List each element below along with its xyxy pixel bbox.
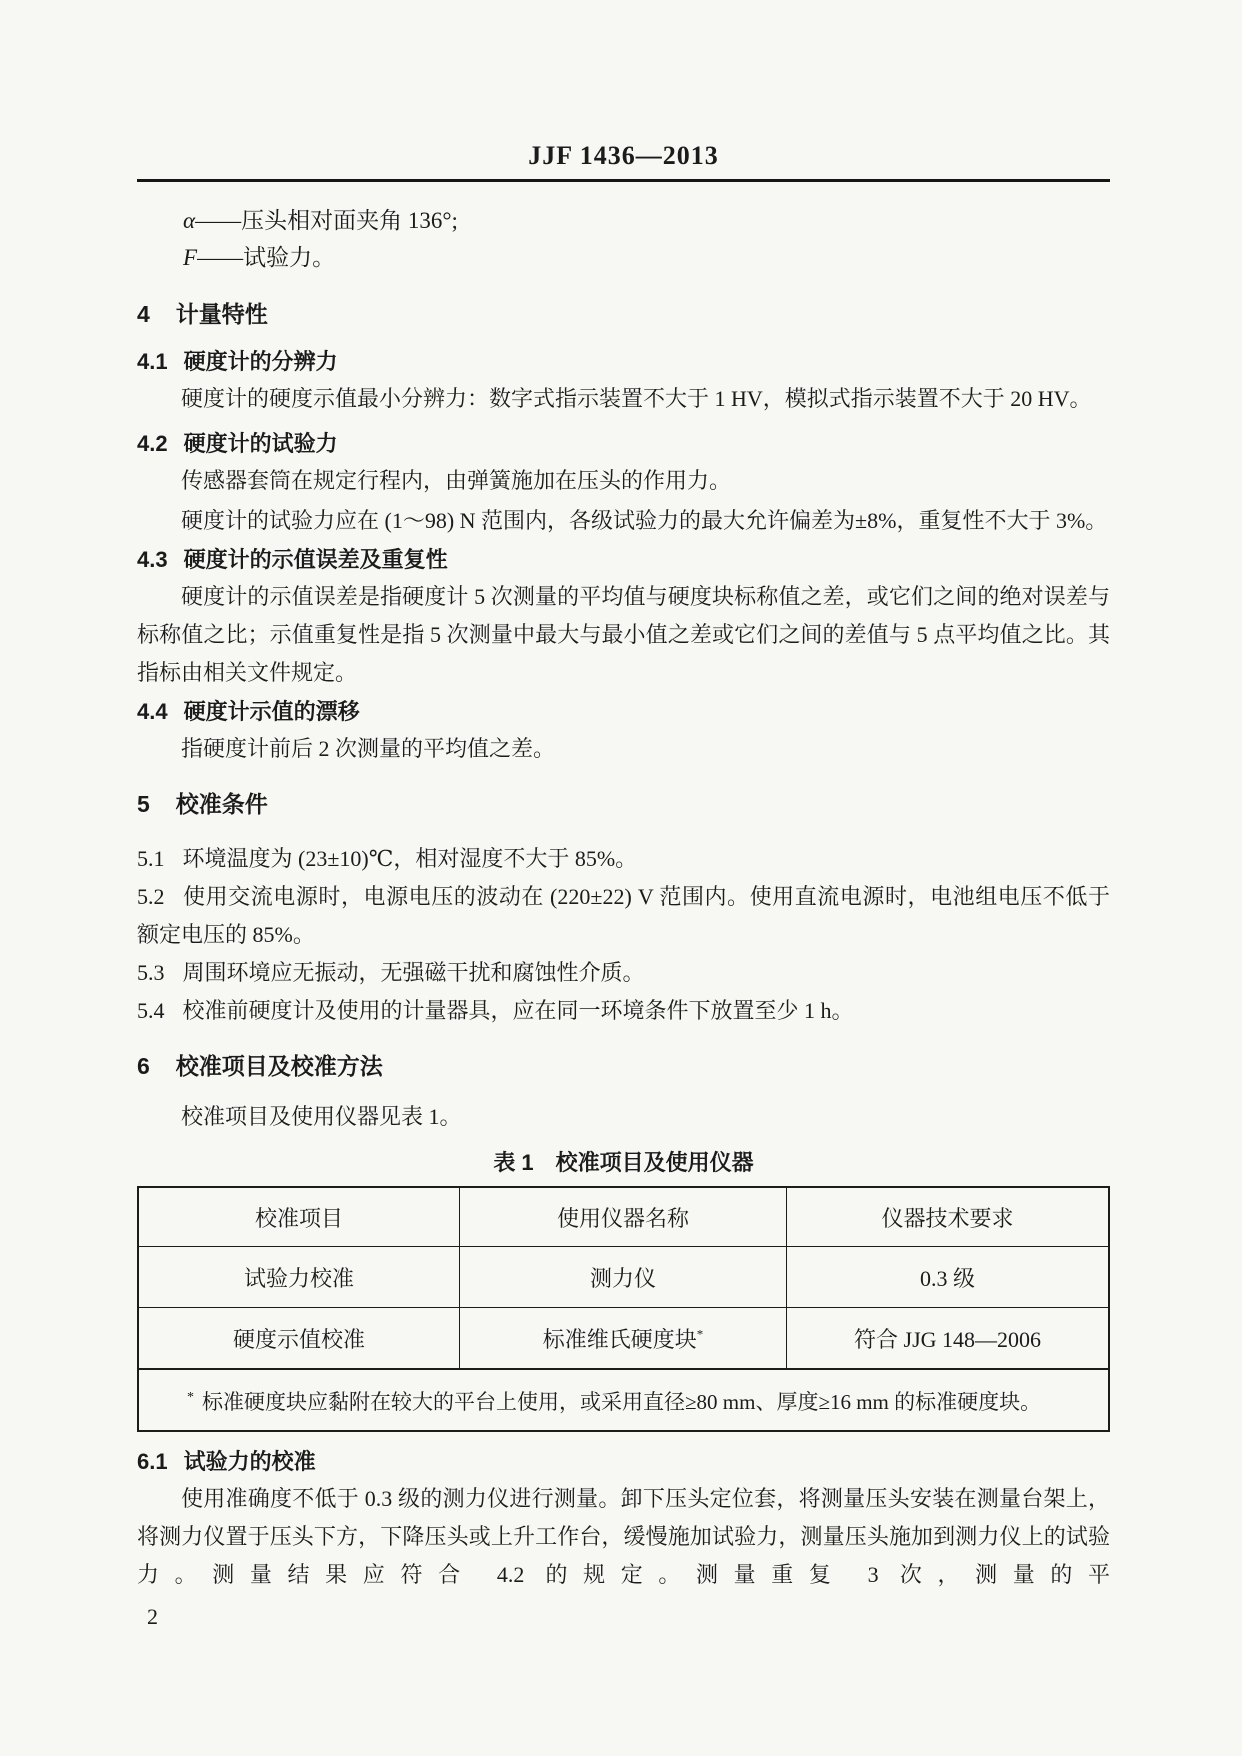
clause-5-2-number: 5.2 [137, 884, 165, 909]
clause-5-1-number: 5.1 [137, 846, 165, 871]
page-number: 2 [147, 1604, 158, 1629]
table-row [138, 1308, 1109, 1370]
section-4-heading [137, 298, 1110, 330]
section-5-title: 校准条件 [175, 791, 268, 817]
section-6-heading [137, 1050, 1110, 1082]
header-rule [137, 179, 1110, 182]
table-cell [459, 1308, 786, 1370]
section-5-number: 5 [137, 791, 150, 817]
section-4-2-number: 4.2 [137, 431, 168, 456]
table-cell-text: 标准维氏硬度块 [542, 1326, 697, 1352]
clause-5-4-number: 5.4 [137, 998, 165, 1023]
table-footnote-row [138, 1369, 1109, 1431]
section-5-heading [137, 788, 1110, 820]
section-4-2-title: 硬度计的试验力 [183, 431, 338, 456]
table-footnote [138, 1369, 1109, 1431]
section-6-1-number: 6.1 [137, 1449, 168, 1474]
section-4-3-number: 4.3 [137, 547, 168, 572]
section-4-4-heading [137, 696, 1110, 728]
section-4-1-paragraph: 硬度计的硬度示值最小分辨力：数字式指示装置不大于 1 HV，模拟式指示装置不大于 20 HV。 [181, 386, 1092, 411]
section-4-title: 计量特性 [175, 301, 268, 327]
section-6-1-paragraph: 使用准确度不低于 0.3 级的测力仪进行测量。卸下压头定位套，将测量压头安装在测量台架上，将测力仪置于压头下方，下降压头或上升工作台，缓慢施加试验力，测量压头施加到测力仪上的试验力。测量结果应符合 4.2 的规定。测量重复 3 次，测量的平 [137, 1486, 1110, 1587]
table-cell: 试验力校准 [138, 1247, 459, 1308]
footnote-marker: * [187, 1390, 194, 1405]
table-caption [137, 1148, 1110, 1178]
section-4-3-paragraph: 硬度计的示值误差是指硬度计 5 次测量的平均值与硬度块标称值之差，或它们之间的绝对误差与标称值之比；示值重复性是指 5 次测量中最大与最小值之差或它们之间的差值与 5 点平均值之比。其指标由相关文件规定。 [137, 584, 1110, 685]
section-4-2-paragraph-2: 硬度计的试验力应在 (1～98) N 范围内，各级试验力的最大允许偏差为±8%，重复性不大于 3%。 [181, 508, 1108, 533]
clause-5-2 [137, 878, 1110, 954]
alpha-definition-text: ——压头相对面夹角 136°; [195, 208, 458, 233]
section-4-number: 4 [137, 301, 150, 327]
section-4-1-title: 硬度计的分辨力 [183, 349, 338, 374]
alpha-symbol: α [183, 208, 196, 233]
table-header-instrument: 使用仪器名称 [459, 1187, 786, 1247]
section-4-4-number: 4.4 [137, 699, 168, 724]
section-4-3-heading [137, 544, 1110, 576]
section-6-intro: 校准项目及使用仪器见表 1。 [181, 1104, 462, 1129]
section-4-3-title: 硬度计的示值误差及重复性 [183, 547, 448, 572]
f-symbol: F [183, 245, 198, 270]
table-header-requirement: 仪器技术要求 [787, 1187, 1109, 1247]
clause-5-3-text: 周围环境应无振动，无强磁干扰和腐蚀性介质。 [182, 960, 645, 985]
clause-5-3-number: 5.3 [137, 960, 165, 985]
section-4-2-paragraph-1: 传感器套筒在规定行程内，由弹簧施加在压头的作用力。 [181, 468, 732, 493]
section-4-1-heading [137, 346, 1110, 378]
footnote-text: 标准硬度块应黏附在较大的平台上使用，或采用直径≥80 mm、厚度≥16 mm 的标准硬度块。 [202, 1390, 1042, 1414]
section-6-1-heading [137, 1446, 1110, 1478]
table-caption-label: 表 1 [493, 1150, 534, 1175]
symbol-definitions [137, 202, 1110, 276]
footnote-marker-ref: * [696, 1326, 704, 1342]
table-row [138, 1247, 1109, 1308]
section-4-1-number: 4.1 [137, 349, 168, 374]
f-definition-text: ——试验力。 [197, 245, 336, 270]
table-header-row [138, 1187, 1109, 1247]
clause-5-4 [137, 992, 1110, 1030]
definition-alpha [183, 202, 1110, 239]
clause-5-1-text: 环境温度为 (23±10)℃，相对湿度不大于 85%。 [182, 846, 638, 871]
clause-5-3 [137, 954, 1110, 992]
table-caption-text: 校准项目及使用仪器 [555, 1150, 754, 1175]
table-header-item: 校准项目 [138, 1187, 459, 1247]
table-cell: 0.3 级 [787, 1247, 1109, 1308]
section-6-title: 校准项目及校准方法 [175, 1053, 383, 1079]
section-4-4-paragraph: 指硬度计前后 2 次测量的平均值之差。 [181, 736, 556, 761]
table-cell: 测力仪 [459, 1247, 786, 1308]
table-cell: 硬度示值校准 [138, 1308, 459, 1370]
section-6-number: 6 [137, 1053, 150, 1079]
calibration-table [137, 1186, 1110, 1432]
doc-code: JJF 1436—2013 [528, 141, 719, 170]
document [137, 0, 1110, 1632]
table-cell: 符合 JJG 148—2006 [787, 1308, 1109, 1370]
clause-5-1 [137, 840, 1110, 878]
definition-f [183, 239, 1110, 276]
section-4-2-heading [137, 428, 1110, 460]
clause-5-2-text: 使用交流电源时，电源电压的波动在 (220±22) V 范围内。使用直流电源时，电池组电压不低于额定电压的 85%。 [137, 884, 1110, 947]
section-5-clauses [137, 840, 1110, 1030]
section-6-1-title: 试验力的校准 [183, 1449, 316, 1474]
clause-5-4-text: 校准前硬度计及使用的计量器具，应在同一环境条件下放置至少 1 h。 [182, 998, 854, 1023]
section-4-4-title: 硬度计示值的漂移 [183, 699, 360, 724]
